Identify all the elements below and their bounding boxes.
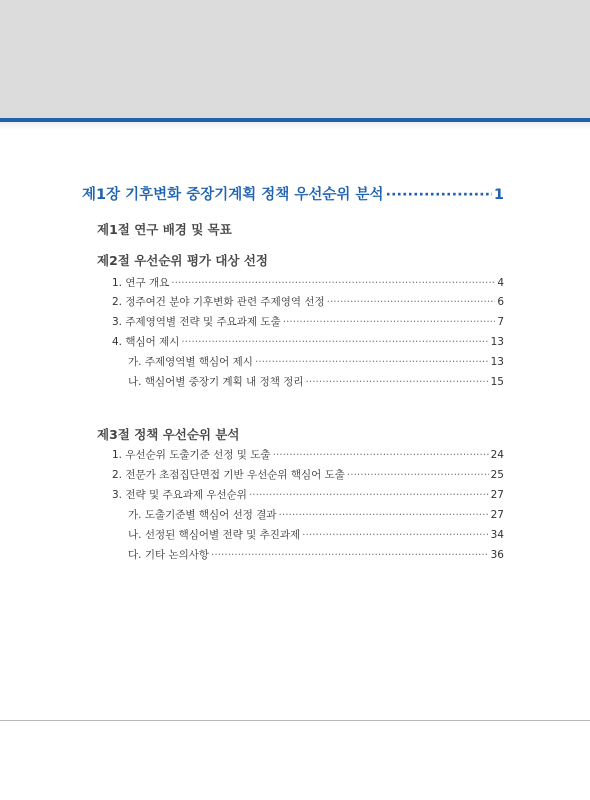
- toc-item-label: 3. 전략 및 주요과제 우선순위: [112, 489, 247, 501]
- toc-item[interactable]: [112, 447, 504, 462]
- toc-item-label: 2. 정주여건 분야 기후변화 관련 주제영역 선정: [112, 296, 325, 308]
- toc-page-number: 13: [490, 336, 504, 348]
- toc-subitem[interactable]: [128, 547, 504, 562]
- toc-leader: [171, 277, 495, 289]
- toc-page-number: 27: [490, 489, 504, 501]
- toc-item-label: 1. 우선순위 도출기준 선정 및 도출: [112, 449, 271, 461]
- toc-leader: [273, 449, 489, 461]
- toc-chapter-label: 제1장 기후변화 중장기계획 정책 우선순위 분석: [82, 187, 384, 203]
- toc-item-label: 4. 핵심어 제시: [112, 336, 180, 348]
- toc-item[interactable]: [112, 487, 504, 502]
- toc-page-number: 27: [490, 509, 504, 521]
- toc-leader: [385, 187, 491, 203]
- toc-subitem[interactable]: [128, 354, 504, 369]
- toc-page-number: 4: [497, 277, 504, 289]
- footer-rule: [0, 720, 590, 721]
- toc-leader: [327, 296, 496, 308]
- toc-leader: [249, 489, 489, 501]
- toc-leader: [181, 336, 488, 348]
- toc-subitem-label: 가. 주제영역별 핵심어 제시: [128, 356, 253, 368]
- toc-leader: [283, 316, 496, 328]
- toc-item[interactable]: [112, 467, 504, 482]
- toc-section-2[interactable]: [97, 251, 268, 269]
- toc-item-label: 1. 연구 개요: [112, 277, 170, 289]
- toc-page-number: 36: [490, 549, 504, 561]
- toc-subitem-label: 다. 기타 논의사항: [128, 549, 210, 561]
- toc-subitem[interactable]: [128, 374, 504, 389]
- toc-page-number: 25: [490, 469, 504, 481]
- toc-item[interactable]: [112, 294, 504, 309]
- toc-section-label: 제2절 우선순위 평가 대상 선정: [97, 253, 269, 268]
- toc-page-number: 1: [493, 187, 504, 203]
- toc-item-label: 2. 전문가 초점집단면접 기반 우선순위 핵심어 도출: [112, 469, 345, 481]
- toc-page-number: 7: [497, 316, 504, 328]
- toc-page-number: 15: [490, 376, 504, 388]
- toc-page-number: 6: [497, 296, 504, 308]
- toc-page-number: 34: [490, 529, 504, 541]
- toc-leader: [279, 509, 489, 521]
- toc-subitem[interactable]: [128, 527, 504, 542]
- toc-subitem-label: 가. 도출기준별 핵심어 선정 결과: [128, 509, 277, 521]
- toc-subitem[interactable]: [128, 507, 504, 522]
- toc-page-number: 24: [490, 449, 504, 461]
- toc-page-number: 13: [490, 356, 504, 368]
- toc-item[interactable]: [112, 314, 504, 329]
- header-shadow: [0, 122, 590, 130]
- toc-chapter-1[interactable]: [82, 183, 504, 204]
- toc-section-3[interactable]: [97, 425, 240, 443]
- toc-subitem-label: 나. 선정된 핵심어별 전략 및 추진과제: [128, 529, 301, 541]
- toc-section-label: 제3절 정책 우선순위 분석: [97, 427, 240, 442]
- toc-leader: [347, 469, 489, 481]
- toc-leader: [302, 529, 488, 541]
- toc-subitem-label: 나. 핵심어별 중장기 계획 내 정책 정리: [128, 376, 304, 388]
- toc-item[interactable]: [112, 275, 504, 290]
- toc-item-label: 3. 주제영역별 전략 및 주요과제 도출: [112, 316, 281, 328]
- toc-leader: [306, 376, 489, 388]
- toc-section-label: 제1절 연구 배경 및 목표: [97, 222, 232, 237]
- toc-leader: [255, 356, 489, 368]
- header-band: [0, 0, 590, 118]
- toc-leader: [211, 549, 489, 561]
- toc-item[interactable]: [112, 334, 504, 349]
- toc-section-1[interactable]: [97, 220, 232, 238]
